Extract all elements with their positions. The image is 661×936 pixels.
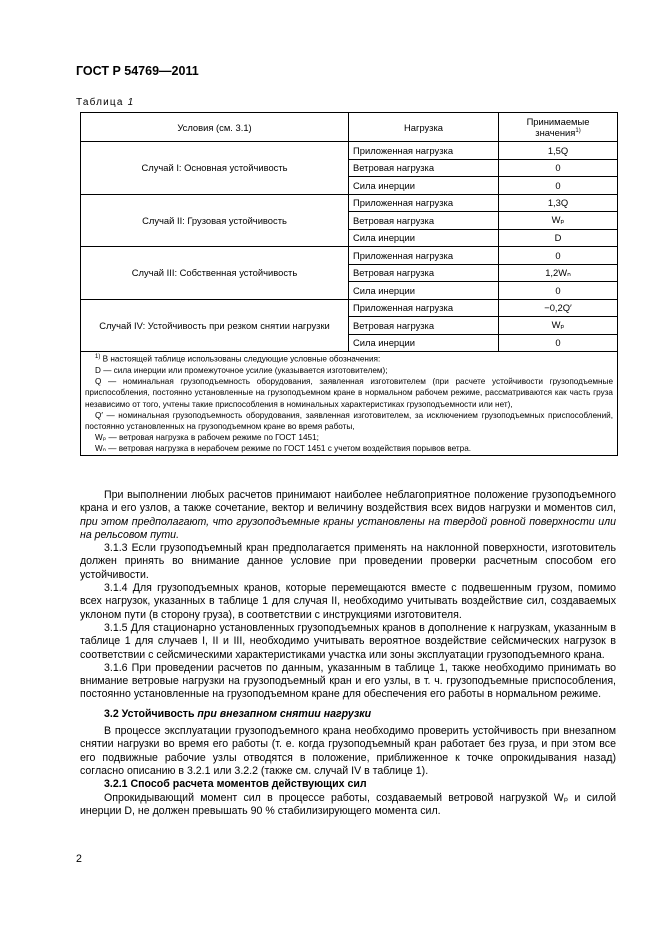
note-line: Wₚ — ветровая нагрузка в рабочем режиме по ГОСТ 1451;: [95, 433, 319, 443]
value-cell: 0: [499, 282, 618, 300]
note-line: Q — номинальная грузоподъемность оборудования, заявленная изготовителем (при расчете устойчивости грузоподъемные приспособления, постоянно установленные на грузоподъемном кране в нормальном рабочем режиме, рассматриваются как часть груза независимо от того, учтены такие приспособления в номинальных характеристиках грузоподъемности или нет),: [85, 377, 613, 409]
body-text: [80, 489, 616, 818]
paragraph: При выполнении любых расчетов принимают наиболее неблагоприятное положение грузоподъемного крана и его узлов, а также сочетание, вектор и величину воздействия всех видов нагрузки и моментов сил, при этом предполагают, что грузоподъемные краны установлены на твердой ровной поверхности или на рельсовом пути.: [80, 489, 616, 541]
header-conditions: Условия (см. 3.1): [81, 113, 349, 142]
load-cell: Приложенная нагрузка: [349, 194, 499, 212]
header-values: Принимаемые значения$^{1)}$: [499, 113, 618, 142]
table-notes-row: [81, 352, 618, 456]
table-row: [81, 194, 618, 212]
note-line: Wₙ — ветровая нагрузка в нерабочем режиме по ГОСТ 1451 с учетом воздействия порывов ветра.: [95, 444, 472, 454]
load-cell: Сила инерции: [349, 229, 499, 247]
value-cell: 1,5Q: [499, 142, 618, 160]
value-cell: −0,2Q′: [499, 299, 618, 317]
note-line: $^{1)}$ В настоящей таблице использованы следующие условные обозначения:: [95, 354, 381, 364]
value-cell: 1,2Wₙ: [499, 264, 618, 282]
value-cell: Wₚ: [499, 212, 618, 230]
paragraph-3-1-5: 3.1.5 Для стационарно установленных грузоподъемных кранов в дополнение к нагрузкам, указанным в таблице 1 для случаев I, II и III, необходимо учитывать вероятное воздействие сейсмических нагрузок в соответствии с сейсмическими характеристиками участка или зоны эксплуатации грузоподъемного крана.: [80, 621, 616, 661]
header-load: Нагрузка: [349, 113, 499, 142]
section-3-2-heading: 3.2 Устойчивость при внезапном снятии нагрузки: [104, 707, 372, 720]
load-cell: Ветровая нагрузка: [349, 159, 499, 177]
load-cell: Сила инерции: [349, 177, 499, 195]
load-cell: Приложенная нагрузка: [349, 299, 499, 317]
load-cell: Приложенная нагрузка: [349, 142, 499, 160]
paragraph-3-1-6: 3.1.6 При проведении расчетов по данным, указанным в таблице 1, также необходимо принимать во внимание ветровые нагрузки на грузоподъемный кран и его узлы, в т. ч. грузоподъемные приспособления, постоянно установленные на грузоподъемном кране для обеспечения его работы в нормальном режиме.: [80, 661, 616, 701]
load-cell: Сила инерции: [349, 334, 499, 352]
load-cell: Сила инерции: [349, 282, 499, 300]
paragraph-3-1-3: 3.1.3 Если грузоподъемный кран предполагается применять на наклонной поверхности, изготовитель должен принять во внимание данное условие при проведении проверки расчетным способом его устойчивости.: [80, 542, 616, 581]
table-caption: [76, 97, 133, 108]
table-row: [81, 142, 618, 160]
stability-table: [80, 112, 618, 456]
condition-cell: Случай II: Грузовая устойчивость: [81, 194, 349, 247]
table-caption-number: 1: [127, 97, 134, 108]
load-cell: Ветровая нагрузка: [349, 264, 499, 282]
note-line: Q′ — номинальная грузоподъемность оборудования, заявленная изготовителем, за исключением грузоподъемных приспособлений, постоянно установленных на грузоподъемном кране во время работы,: [85, 410, 613, 431]
value-cell: Wₚ: [499, 317, 618, 335]
load-cell: Приложенная нагрузка: [349, 247, 499, 265]
value-cell: 0: [499, 159, 618, 177]
load-cell: Ветровая нагрузка: [349, 317, 499, 335]
table-header-row: [81, 113, 618, 142]
value-cell: 0: [499, 247, 618, 265]
note-line: D — сила инерции или промежуточное усилие (указывается изготовителем);: [95, 365, 388, 375]
document-header: ГОСТ Р 54769—2011: [76, 64, 199, 78]
value-cell: 0: [499, 334, 618, 352]
condition-cell: Случай III: Собственная устойчивость: [81, 247, 349, 300]
condition-cell: Случай IV: Устойчивость при резком снятии нагрузки: [81, 299, 349, 352]
table-row: [81, 247, 618, 265]
paragraph-3-2-1: Опрокидывающий момент сил в процессе работы, создаваемый ветровой нагрузкой Wₚ и силой инерции D, не должен превышать 90 % стабилизирующего момента сил.: [80, 791, 616, 817]
value-cell: D: [499, 229, 618, 247]
section-3-2-1-heading: 3.2.1 Способ расчета моментов действующих сил: [104, 778, 367, 791]
value-cell: 0: [499, 177, 618, 195]
condition-cell: Случай I: Основная устойчивость: [81, 142, 349, 195]
table-notes: [81, 352, 618, 456]
load-cell: Ветровая нагрузка: [349, 212, 499, 230]
table-row: [81, 299, 618, 317]
value-cell: 1,3Q: [499, 194, 618, 212]
table-caption-prefix: Таблица: [76, 97, 124, 108]
paragraph-3-1-4: 3.1.4 Для грузоподъемных кранов, которые перемещаются вместе с подвешенным грузом, помимо всех нагрузок, указанных в таблице 1 для случая II, необходимо учитывать воздействие сил, создаваемых уклоном пути (в сторону груза), в соответствии с инструкциями изготовителя.: [80, 582, 616, 621]
paragraph-3-2: В процессе эксплуатации грузоподъемного крана необходимо проверить устойчивость при внезапном снятии нагрузки во время его работы (т. е. когда грузоподъемный кран работает без груза, и при этом все его подвижные рабочие узлы отводятся в положение, приближенное к точке опрокидывания назад) согласно описанию в 3.2.1 или 3.2.2 (также см. случай IV в таблице 1).: [80, 725, 616, 777]
page-number: 2: [76, 853, 82, 865]
